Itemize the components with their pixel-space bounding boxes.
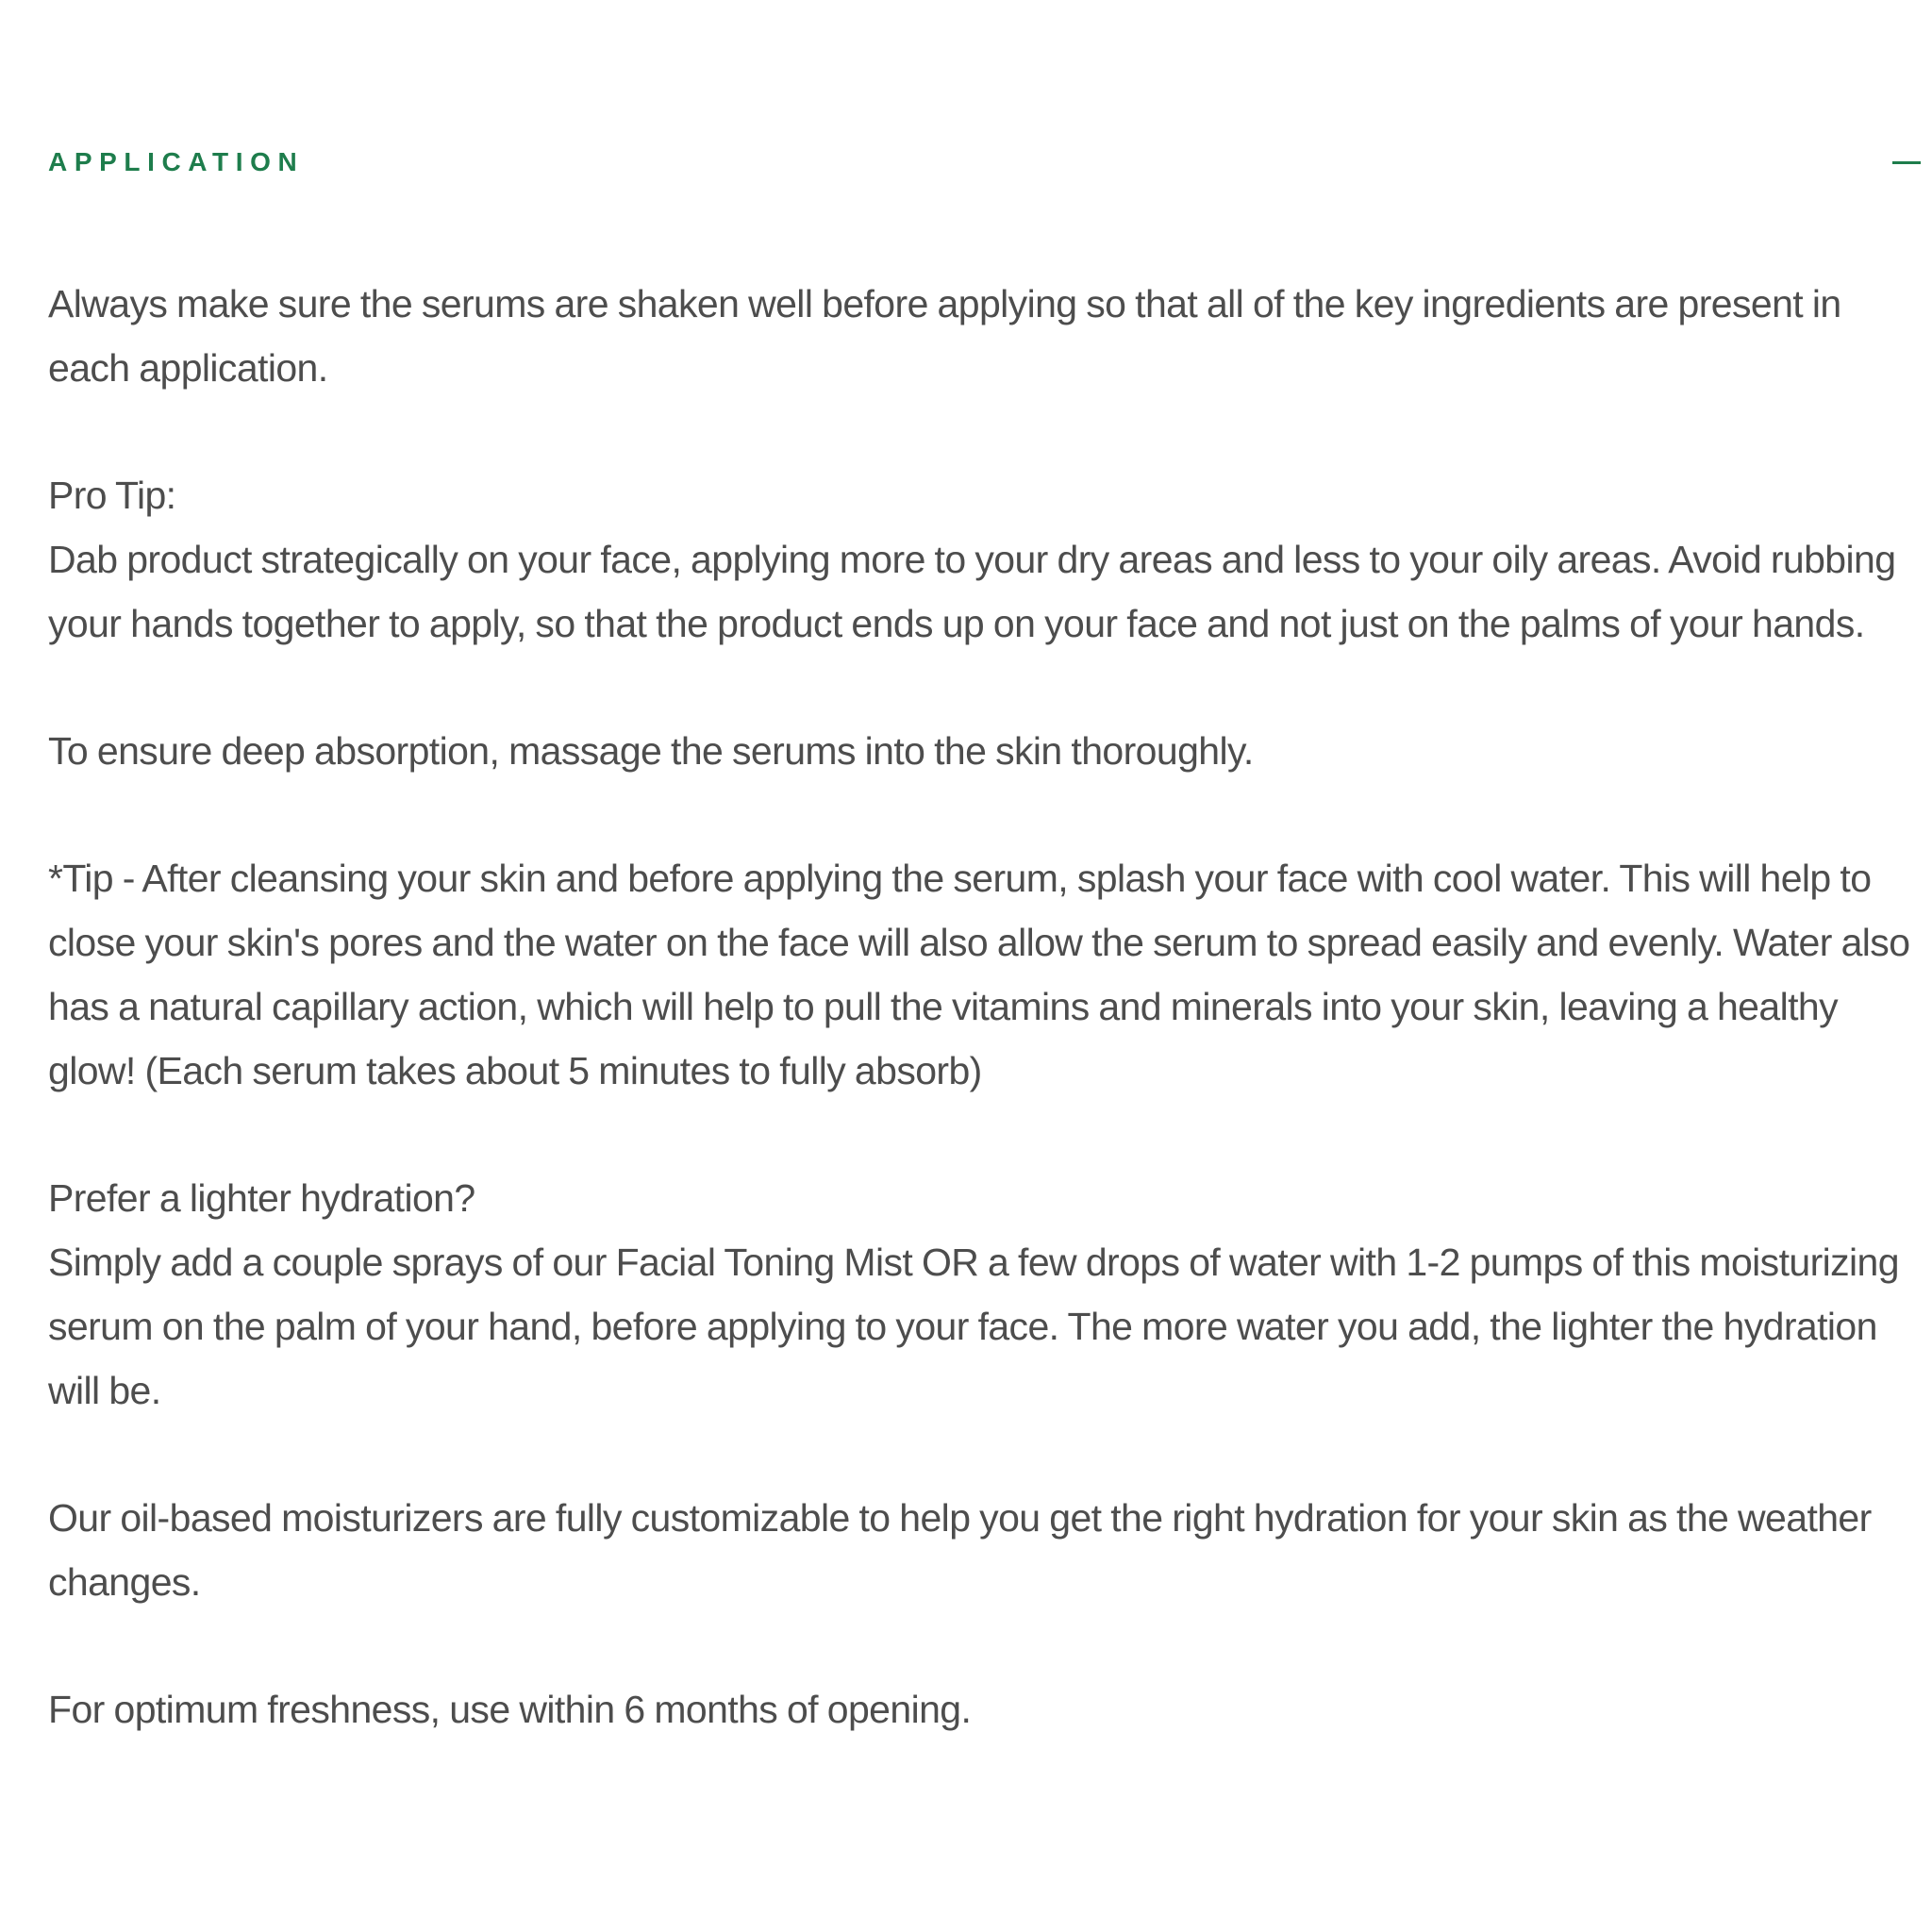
water-tip-paragraph: *Tip - After cleansing your skin and before applying the serum, splash your face with cool water. This will help to close your skin's pores and the water on the face will also allow the serum to spread easily and evenly. Water also has a natural capillary action, which will help to pull the vitamins and minerals into your skin, leaving a healthy glow! (Each serum takes about 5 minutes to fully absorb) xyxy=(48,857,1910,1092)
massage-paragraph: To ensure deep absorption, massage the serums into the skin thoroughly. xyxy=(48,729,1254,773)
pro-tip-body: Dab product strategically on your face, applying more to your dry areas and less to your oily areas. Avoid rubbing your hands together to apply, so that the product ends up on your face and not just on the palms of your hands. xyxy=(48,538,1896,645)
lighter-hydration-paragraph xyxy=(48,1166,1921,1423)
customizable-paragraph: Our oil-based moisturizers are fully customizable to help you get the right hydration for your skin as the weather changes. xyxy=(48,1496,1872,1604)
accordion-header-application[interactable] xyxy=(48,132,1921,192)
shake-instructions-paragraph: Always make sure the serums are shaken well before applying so that all of the key ingredients are present in each application. xyxy=(48,282,1841,390)
pro-tip-heading: Pro Tip: xyxy=(48,474,176,517)
lighter-hydration-body: Simply add a couple sprays of our Facial Toning Mist OR a few drops of water with 1-2 pumps of this moisturizing serum on the palm of your hand, before applying to your face. The more water you add, the lighter the hydration will be. xyxy=(48,1241,1899,1412)
lighter-hydration-heading: Prefer a lighter hydration? xyxy=(48,1176,475,1220)
pro-tip-paragraph xyxy=(48,463,1921,656)
minus-icon[interactable] xyxy=(1892,148,1921,176)
accordion-content xyxy=(48,272,1921,1805)
freshness-paragraph: For optimum freshness, use within 6 months of opening. xyxy=(48,1688,972,1731)
minus-icon-bar xyxy=(1892,161,1921,164)
section-title: APPLICATION xyxy=(48,147,305,176)
